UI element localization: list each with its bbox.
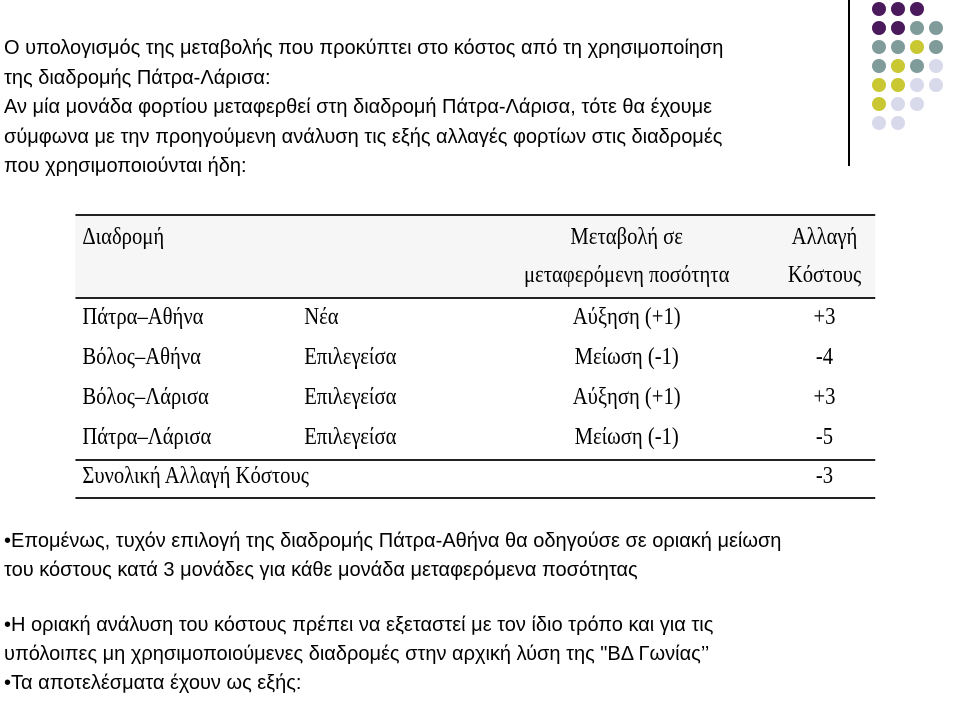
intro-line: που χρησιμοποιούνται ήδη: bbox=[4, 155, 247, 177]
row-route: Βόλος–Λάρισα bbox=[82, 384, 209, 410]
decorative-dot bbox=[929, 59, 943, 73]
intro-text bbox=[4, 34, 894, 182]
decorative-dot bbox=[891, 2, 905, 16]
decorative-dot bbox=[872, 21, 886, 35]
decorative-dot bbox=[929, 21, 943, 35]
header-cost-1: Αλλαγή bbox=[791, 224, 858, 250]
cost-change-table bbox=[72, 210, 878, 502]
table-total-rule bbox=[75, 459, 875, 461]
row-type: Επιλεγείσα bbox=[304, 424, 397, 450]
header-change-1: Μεταβολή σε bbox=[570, 224, 683, 250]
decorative-dot bbox=[910, 2, 924, 16]
row-route: Πάτρα–Λάρισα bbox=[82, 424, 212, 450]
row-type: Επιλεγείσα bbox=[304, 344, 397, 370]
decorative-dot bbox=[910, 59, 924, 73]
decorative-dot bbox=[891, 21, 905, 35]
row-change: Αύξηση (+1) bbox=[572, 304, 681, 330]
intro-line: σύμφωνα με την προηγούμενη ανάλυση τις εξής αλλαγές φορτίων στις διαδρομές bbox=[4, 125, 723, 148]
row-type: Επιλεγείσα bbox=[304, 384, 397, 410]
header-cost-2: Κόστους bbox=[787, 262, 862, 288]
row-change: Μείωση (-1) bbox=[574, 424, 679, 450]
row-route: Βόλος–Αθήνα bbox=[82, 344, 201, 370]
row-route: Πάτρα–Αθήνα bbox=[82, 304, 204, 330]
row-cost: -4 bbox=[815, 344, 834, 370]
outro-line: •Τα αποτελέσματα έχουν ως εξής: bbox=[4, 672, 302, 694]
table-top-rule bbox=[75, 214, 875, 216]
outro-text bbox=[4, 527, 954, 698]
decorative-dot bbox=[872, 2, 886, 16]
header-change-2: μεταφερόμενη ποσότητα bbox=[523, 262, 730, 288]
decorative-dot bbox=[929, 78, 943, 92]
row-cost: +3 bbox=[813, 384, 836, 410]
intro-line: Αν μία μονάδα φορτίου μεταφερθεί στη διαδρομή Πάτρα-Λάρισα, τότε θα έχουμε bbox=[4, 96, 713, 118]
intro-line: Ο υπολογισμός της μεταβολής που προκύπτει στο κόστος από τη χρησιμοποίηση bbox=[4, 37, 724, 59]
row-change: Μείωση (-1) bbox=[574, 344, 679, 370]
decorative-dot bbox=[910, 78, 924, 92]
header-shade bbox=[75, 216, 875, 298]
total-label: Συνολική Αλλαγή Κόστους bbox=[82, 463, 309, 489]
decorative-dot bbox=[910, 21, 924, 35]
outro-line: του κόστους κατά 3 μονάδες για κάθε μονάδα μεταφερόμενα ποσότητας bbox=[4, 559, 638, 581]
row-cost: -5 bbox=[815, 424, 834, 450]
table-bottom-rule bbox=[75, 497, 875, 499]
row-change: Αύξηση (+1) bbox=[572, 384, 681, 410]
decorative-dot bbox=[929, 40, 943, 54]
outro-line: •Η οριακή ανάλυση του κόστους πρέπει να εξεταστεί με τον ίδιο τρόπο και για τις bbox=[4, 614, 714, 636]
intro-line: της διαδρομής Πάτρα-Λάρισα: bbox=[4, 66, 271, 89]
header-route: Διαδρομή bbox=[82, 224, 165, 250]
outro-line: •Επομένως, τυχόν επιλογή της διαδρομής Πάτρα-Αθήνα θα οδηγούσε σε οριακή μείωση bbox=[4, 530, 782, 552]
row-type: Νέα bbox=[304, 304, 339, 330]
outro-line: υπόλοιπες μη χρησιμοποιούμενες διαδρομές στην αρχική λύση της "ΒΔ Γωνίας’’ bbox=[4, 643, 710, 665]
row-cost: +3 bbox=[813, 304, 836, 330]
total-cost: -3 bbox=[815, 463, 834, 489]
decorative-dot bbox=[910, 97, 924, 111]
table-header-rule bbox=[75, 297, 875, 299]
decorative-dot bbox=[910, 40, 924, 54]
